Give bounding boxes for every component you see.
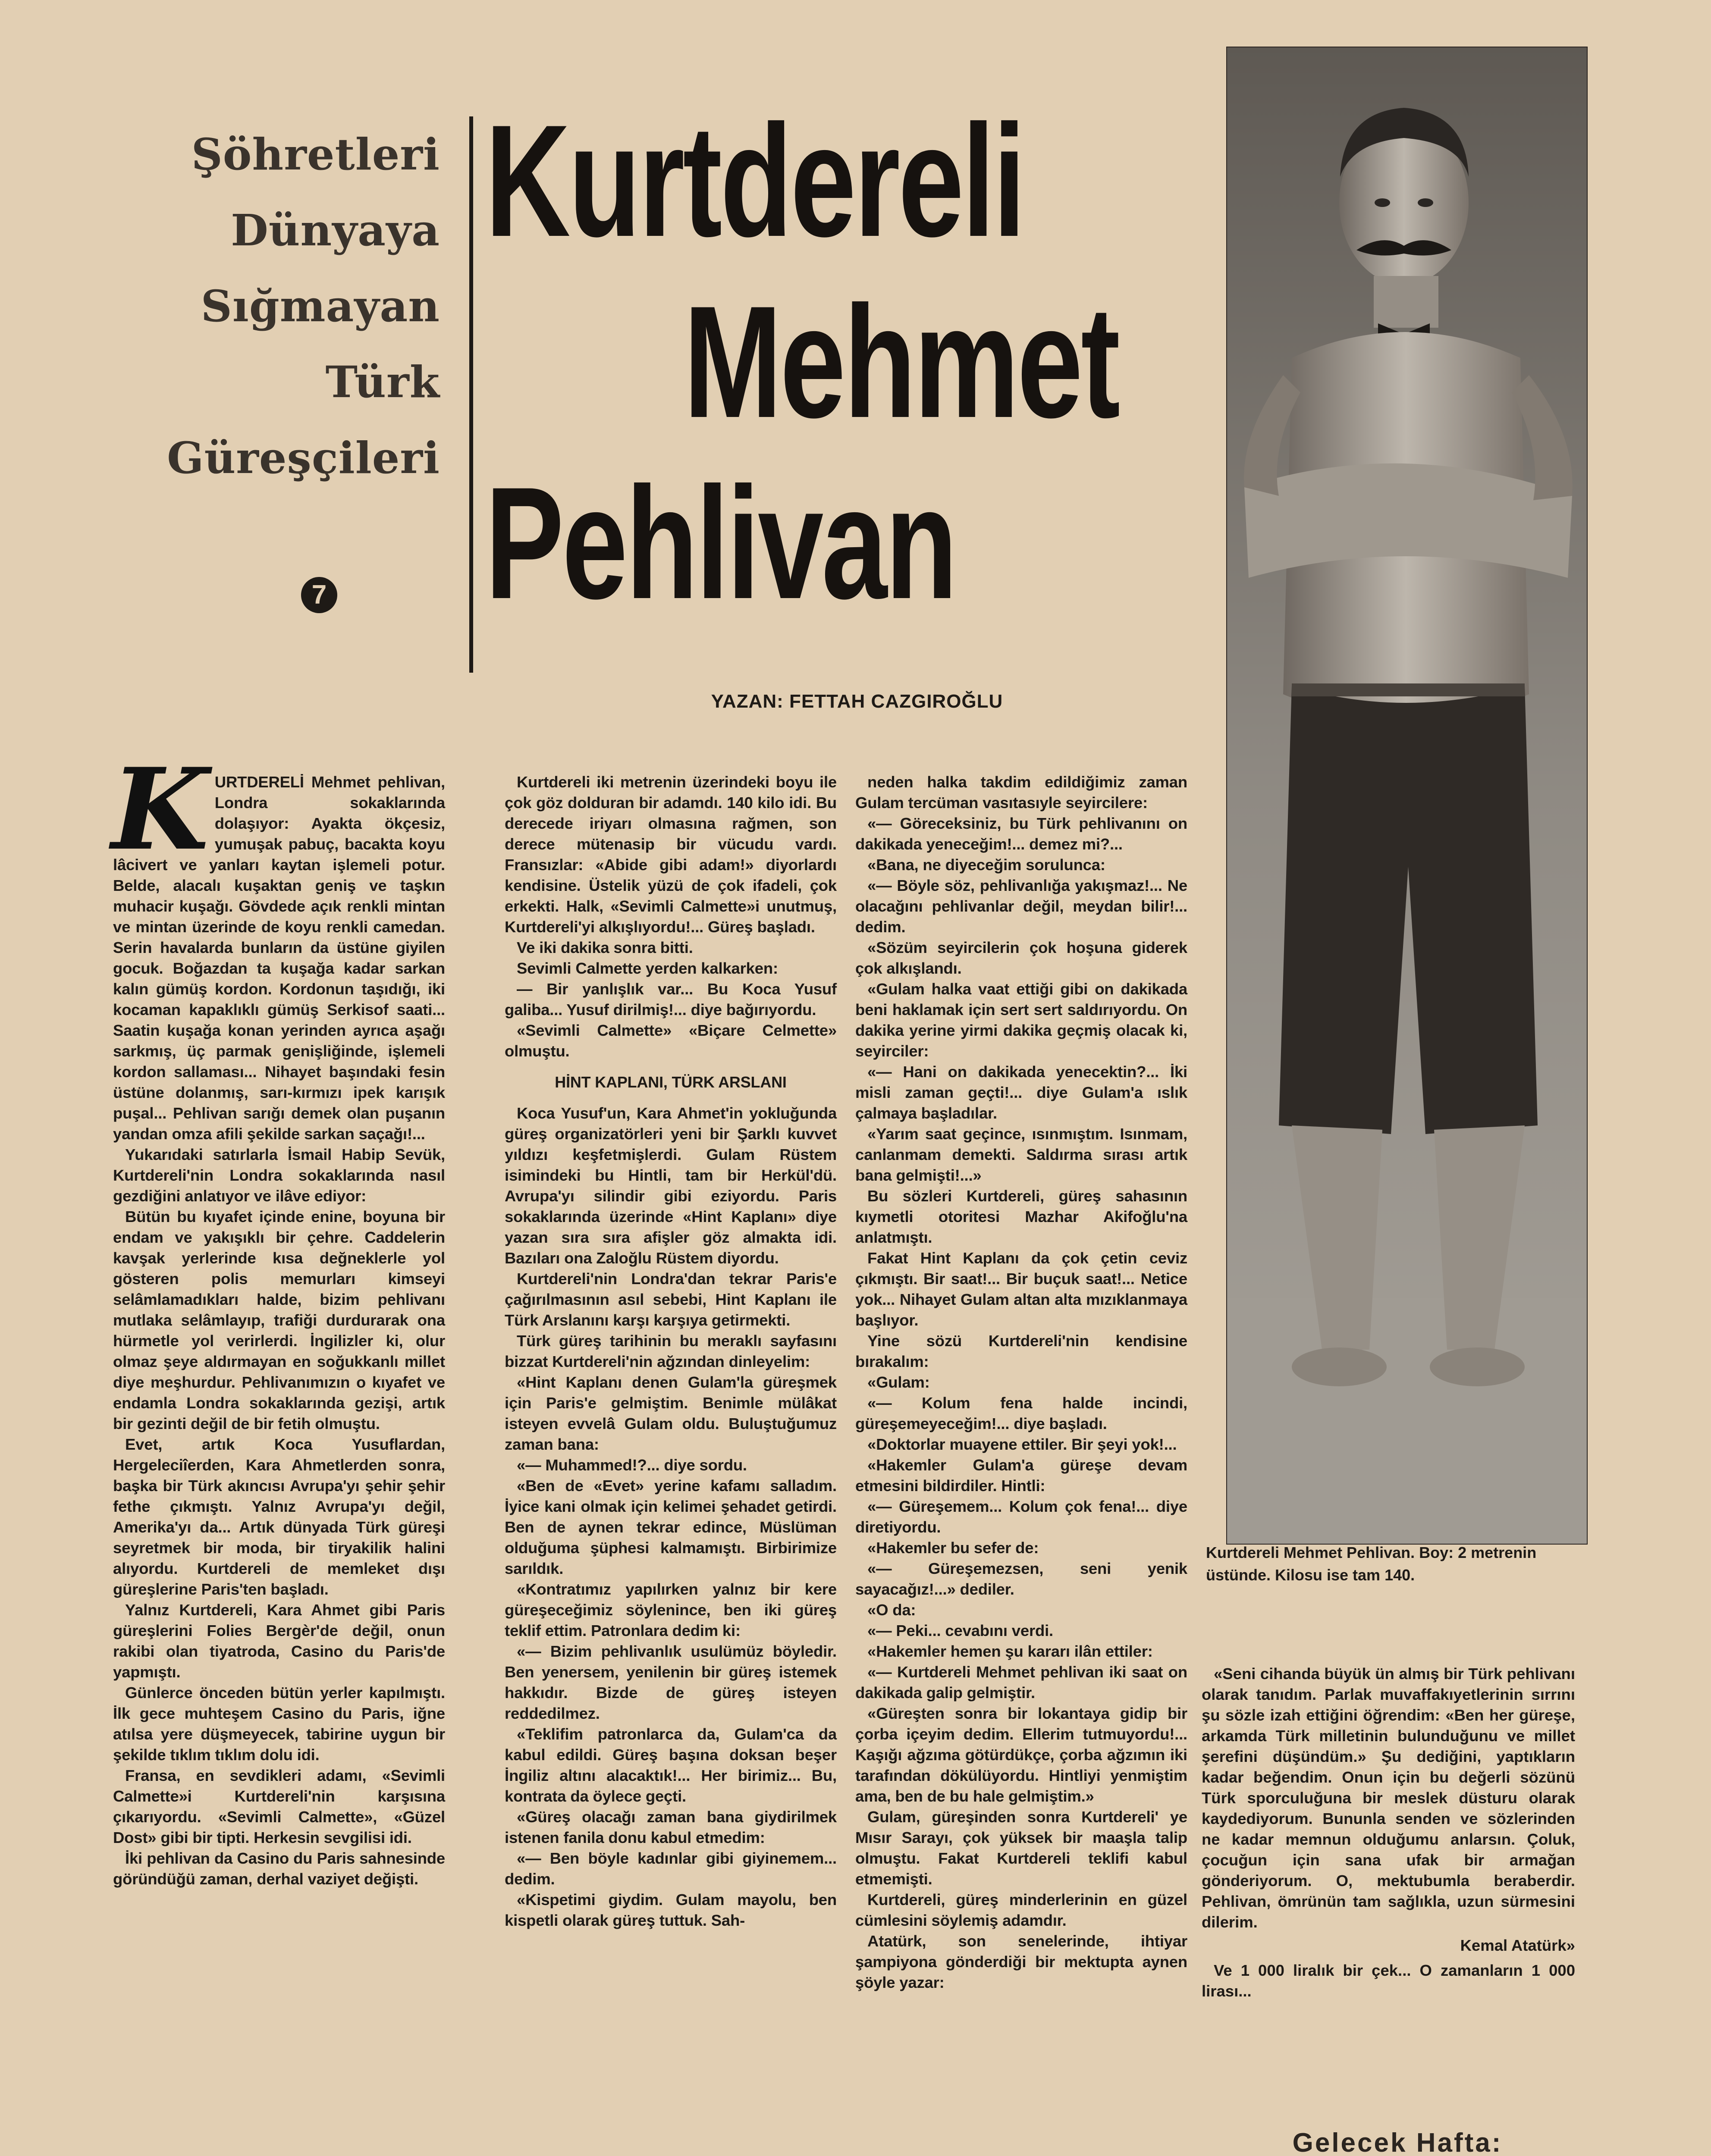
paragraph: «— Peki... cevabını verdi. [867, 1622, 1053, 1639]
photo-caption: Kurtdereli Mehmet Pehlivan. Boy: 2 metrenin üstünde. Kilosu ise tam 140. [1206, 1544, 1537, 1584]
paragraph: «Hakemler hemen şu kararı ilân ettiler: [867, 1642, 1153, 1660]
headline-line: Pehlivan [485, 454, 956, 632]
wrestler-photo [1226, 47, 1588, 1545]
paragraph: — Bir yanlışlık var... Bu Koca Yusuf galiba... Yusuf dirilmiş!... diye bağırıyordu. [505, 980, 837, 1018]
paragraph: Koca Yusuf'un, Kara Ahmet'in yokluğunda güreş organizatörleri yeni bir Şarklı kuvvet yıldızı keşfetmişlerdi. Gulam Rüstem isimindeki bu Hintli, tam bir Herkül'dü. Avrupa'yı silindir gibi eziyordu. Paris sokaklarında üzerinde «Hint Kaplanı» diye yazan sıra sıra afişler göz almakta idi. Bazıları ona Zaloğlu Rüstem diyordu. [505, 1104, 837, 1267]
paragraph-text: URTDERELİ Mehmet pehlivan, Londra sokaklarında dolaşıyor: Ayakta ökçesiz, yumuşak pabuç, bacakta koyu lâcivert ve yanları kaytan işlemeli potur. Belde, alacalı kuşaktan geniş ve taşkın muhacir kuşağı. Gövdede açık renkli mintan ve mintan üzerinde de koyu renkli camedan. Serin havalarda bunların da üstüne giyilen gocuk. Boğazdan ta kuşağa kadar sarkan kalın gümüş kordon. Kordonun taşıdığı, iki kocaman kapaklıklı gümüş Serkisof saati... Saatin kuşağa konan yerinden ayrıca aşağı sarkmış, üç parmak genişliğinde, işlemeli kordon sallaması... Nihayet başındaki fesin üstüne dolanmış, sarı-kırmızı ipek karışık puşal... Pehlivan sarığı demek olan puşanın yandan omza afili şekilde sarkan saçağı!... [113, 773, 445, 1143]
headline [485, 91, 1218, 634]
paragraph: İki pehlivan da Casino du Paris sahnesinde göründüğü zaman, derhal vaziyet değişti. [113, 1849, 445, 1888]
series-line: Şöhretleri [191, 129, 440, 180]
paragraph: «Ben de «Evet» yerine kafamı salladım. İyice kani olmak için kelimei şehadet getirdi. Ben de aynen tekrar edince, Müslüman olduğuma şüphesi kalmamıştı. Birbirimize sarıldık. [505, 1477, 837, 1577]
paragraph: Günlerce önceden bütün yerler kapılmıştı. İlk gece muhteşem Casino du Paris, iğne atılsa yere düşmeyecek, tabirine uygun bir şekilde tıklım tıklım dolu idi. [113, 1684, 445, 1764]
paragraph: «Gulam halka vaat ettiği gibi on dakikada beni haklamak için sert sert saldırıyordu. On dakika yerine yirmi dakika geçmiş olacak ki, seyirciler: [855, 980, 1187, 1060]
series-line: Güreşçileri [167, 432, 440, 483]
letter-paragraph: «Seni cihanda büyük ün almış bir Türk pehlivanı olarak tanıdım. Parlak muvaffakıyetlerinin sırrını şu sözle izah ettiğini öğrendim: «Ben her güreşe, arkamda Türk milletinin bulunduğunu ve millet şerefini düşündüm.» Şu dediğini, yaptıkların kadar beğendim. Onun için bu değerli sözünü Türk sporculuğuna bir meslek düsturu olarak kaydediyorum. Bununla senden ve sözlerinden ne kadar memnun olduğumu anlarsın. Çoluk, çocuğun için sana ufak bir armağan gönderiyorum. O, mektubumla beraberdir. Pehlivan, ömrünün tam sağlıkla, uzun sürmesini dilerim. [1202, 1665, 1575, 1931]
paragraph: «Doktorlar muayene ettiler. Bir şeyi yok!... [867, 1435, 1177, 1453]
paragraph: Bu sözleri Kurtdereli, güreş sahasının kıymetli otoritesi Mazhar Akifoğlu'na anlatmıştı. [855, 1187, 1187, 1246]
article-column-3 [855, 772, 1187, 1993]
series-number-badge: 7 [301, 577, 337, 613]
paragraph: Evet, artık Koca Yusuflardan, Hergeleciîerden, Kara Ahmetlerden sonra, başka bir Türk akıncısı Avrupa'yı şehir şehir fethe çıkmıştı. Yalnız Avrupa'yı değil, Amerika'yı da... Artık dünyada Türk güreşi seyretmek bir moda, bir tiryakilik halini alıyordu. Kurtdereli de memleket dışı güreşlerine Paris'ten başladı. [113, 1435, 445, 1598]
article-column-1 [111, 744, 445, 1890]
paragraph: Yine sözü Kurtdereli'nin kendisine bırakalım: [855, 1332, 1187, 1370]
paragraph: «— Kolum fena halde incindi, güreşemeyeceğim!... diye başladı. [855, 1394, 1187, 1432]
paragraph: «Kontratımız yapılırken yalnız bir kere güreşeceğimiz söylenince, ben iki güreş teklif ettim. Patronlara dedim ki: [505, 1580, 837, 1639]
headline-line: Mehmet [684, 273, 1118, 451]
paragraph: «Hakemler Gulam'a güreşe devam etmesini bildirdiler. Hintli: [855, 1456, 1187, 1495]
series-title [112, 116, 440, 496]
paragraph: «— Muhammed!?... diye sordu. [517, 1456, 747, 1474]
paragraph: «Sevimli Calmette» «Biçare Celmette» olmuştu. [505, 1022, 837, 1060]
paragraph: «— Göreceksiniz, bu Türk pehlivanını on dakikada yeneceğim!... demez mi?... [855, 815, 1187, 853]
title-divider [469, 116, 473, 673]
paragraph: Atatürk, son senelerinde, ihtiyar şampiyona gönderdiği bir mektupta aynen şöyle yazar: [855, 1932, 1187, 1991]
paragraph: «— Hani on dakikada yenecektin?... İki misli zaman geçti!... diye Gulam'a ıslık çalmaya başladılar. [855, 1063, 1187, 1122]
paragraph: «— Böyle söz, pehlivanlığa yakışmaz!... Ne olacağını pehlivanlar değil, meydan bilir!... dedim. [855, 877, 1187, 936]
paragraph: Ve iki dakika sonra bitti. [517, 939, 693, 956]
paragraph: «— Ben böyle kadınlar gibi giyinemem... dedim. [505, 1849, 837, 1888]
paragraph: Yukarıdaki satırlarla İsmail Habip Sevük, Kurtdereli'nin Londra sokaklarında nasıl gezdiğini anlatıyor ve ilâve ediyor: [113, 1146, 445, 1205]
paragraph: «Teklifim patronlarca da, Gulam'ca da kabul edildi. Güreş başına doksan beşer İngiliz altını alacaktık!... Her birimiz... Bu, kontrata da öylece geçti. [505, 1725, 837, 1805]
paragraph: «Yarım saat geçince, ısınmıştım. Isınmam, canlanmam demekti. Saldırma sırası artık bana gelmişti!...» [855, 1125, 1187, 1184]
letter-signature: Kemal Atatürk» [1460, 1937, 1575, 1954]
series-line: Dünyaya [231, 205, 440, 256]
paragraph: «O da: [867, 1601, 916, 1619]
paragraph: «— Güreşemem... Kolum çok fena!... diye diretiyordu. [855, 1498, 1187, 1536]
paragraph: «— Bizim pehlivanlık usulümüz böyledir. Ben yenersem, yenilenin bir güreş istemek hakkıdır. Bizde de güreş isteyen reddedilmez. [505, 1642, 837, 1722]
paragraph: Fransa, en sevdikleri adamı, «Sevimli Calmette»i Kurtdereli'nin karşısına çıkarıyordu. «Sevimli Calmette», «Güzel Dost» gibi bir tipti. Herkesin sevgilisi idi. [113, 1767, 445, 1846]
series-line: Türk [325, 357, 440, 407]
wrestler-illustration [1227, 47, 1587, 1544]
paragraph: «Hint Kaplanı denen Gulam'la güreşmek için Paris'e gelmiştim. Benimle mülâkat isteyen evvelâ Gulam oldu. Buluştuğumuz zaman bana: [505, 1373, 837, 1453]
paragraph: Kurtdereli iki metrenin üzerindeki boyu ile çok göz dolduran bir adamdı. 140 kilo idi. Bu derecede iriyarı olmasına rağmen, son derece mütenasip bir vücudu vardı. Fransızlar: «Abide gibi adam!» diyorlardı kendisine. Üstelik yüzü de çok ifadeli, çok erkekti. Halk, «Sevimli Calmette»i unutmuş, Kurtdereli'yi alkışlıyordu!... Güreş başladı. [505, 773, 837, 936]
next-week-label: Gelecek Hafta: [1292, 2128, 1503, 2156]
paragraph: neden halka takdim edildiğimiz zaman Gulam tercüman vasıtasıyle seyircilere: [855, 773, 1187, 812]
lead-paragraph [111, 744, 445, 1144]
paragraph: Kurtdereli, güreş minderlerinin en güzel cümlesini söylemiş adamdır. [855, 1891, 1187, 1929]
paragraph: «— Güreşemezsen, seni yenik sayacağız!...» dediler. [855, 1560, 1187, 1598]
article-column-2 [505, 772, 837, 1931]
paragraph: Kurtdereli'nin Londra'dan tekrar Paris'e çağırılmasının asıl sebebi, Hint Kaplanı ile Türk Arslanını karşı karşıya getirmekti. [505, 1270, 837, 1329]
paragraph: Fakat Hint Kaplanı da çok çetin ceviz çıkmıştı. Bir saat!... Bir buçuk saat!... Netice yok... Nihayet Gulam altan alta mızıklanmaya başlıyor. [855, 1249, 1187, 1329]
paragraph: «Kispetimi giydim. Gulam mayolu, ben kispetli olarak güreş tuttuk. Sah- [505, 1891, 837, 1929]
paragraph: «Gulam: [867, 1373, 930, 1391]
postscript: Ve 1 000 liralık bir çek... O zamanların 1 000 lirası... [1202, 1962, 1575, 2000]
paragraph: «— Kurtdereli Mehmet pehlivan iki saat on dakikada galip gelmiştir. [855, 1663, 1187, 1702]
paragraph: Bütün bu kıyafet içinde enine, boyuna bir endam ve yakışıklı bir çehre. Caddelerin kavşak yerlerinde kısa değneklerle yol gösteren polis memurları kimseyi selâmlamadıkları halde, bizim pehlivanı mutlaka selâmlayıp, trafiği durdurarak ona hürmetle yol verirlerdi. İngilizler ki, olur olmaz şeye aldırmayan en soğukkanlı millet diye meşhurdur. Pehlivanımızın o kıyafet ve endamla Londra sokaklarında gezişi, artık bir gezinti değil de bir fetih olmuştu. [113, 1208, 445, 1432]
paragraph: Türk güreş tarihinin bu meraklı sayfasını bizzat Kurtdereli'nin ağzından dinleyelim: [505, 1332, 837, 1370]
paragraph: «Hakemler bu sefer de: [867, 1539, 1039, 1557]
paragraph: «Güreşten sonra bir lokantaya gidip bir çorba içeyim dedim. Ellerim tutmuyordu!... Kaşığı ağzıma götürdükçe, çorba ağzımın iki tarafından dökülüyordu. Hintliyi yenmiştim ama, ben de bu hale gelmiştim.» [855, 1705, 1187, 1805]
subheading: HİNT KAPLANI, TÜRK ARSLANI [555, 1073, 787, 1091]
paragraph: Yalnız Kurtdereli, Kara Ahmet gibi Paris güreşlerini Folies Bergèr'de değil, onun rakibi olan tiyatroda, Casino du Paris'de yapmıştı. [113, 1601, 445, 1681]
drop-cap: K [111, 744, 209, 875]
headline-line: Kurtdereli [485, 92, 1024, 270]
byline: YAZAN: FETTAH CAZGIROĞLU [711, 691, 1003, 712]
paragraph: «Bana, ne diyeceğim sorulunca: [867, 856, 1105, 874]
paragraph: «Sözüm seyircilerin çok hoşuna giderek çok alkışlandı. [855, 939, 1187, 977]
paragraph: Sevimli Calmette yerden kalkarken: [517, 959, 778, 977]
paragraph: «Güreş olacağı zaman bana giydirilmek istenen fanila donu kabul etmedim: [505, 1808, 837, 1846]
paragraph: Gulam, güreşinden sonra Kurtdereli' ye Mısır Sarayı, çok yüksek bir maaşla talip olmuştu. Fakat Kurtdereli teklifi kabul etmemişti. [855, 1808, 1187, 1888]
article-column-4 [1202, 1664, 1575, 2002]
series-line: Sığmayan [201, 281, 440, 332]
